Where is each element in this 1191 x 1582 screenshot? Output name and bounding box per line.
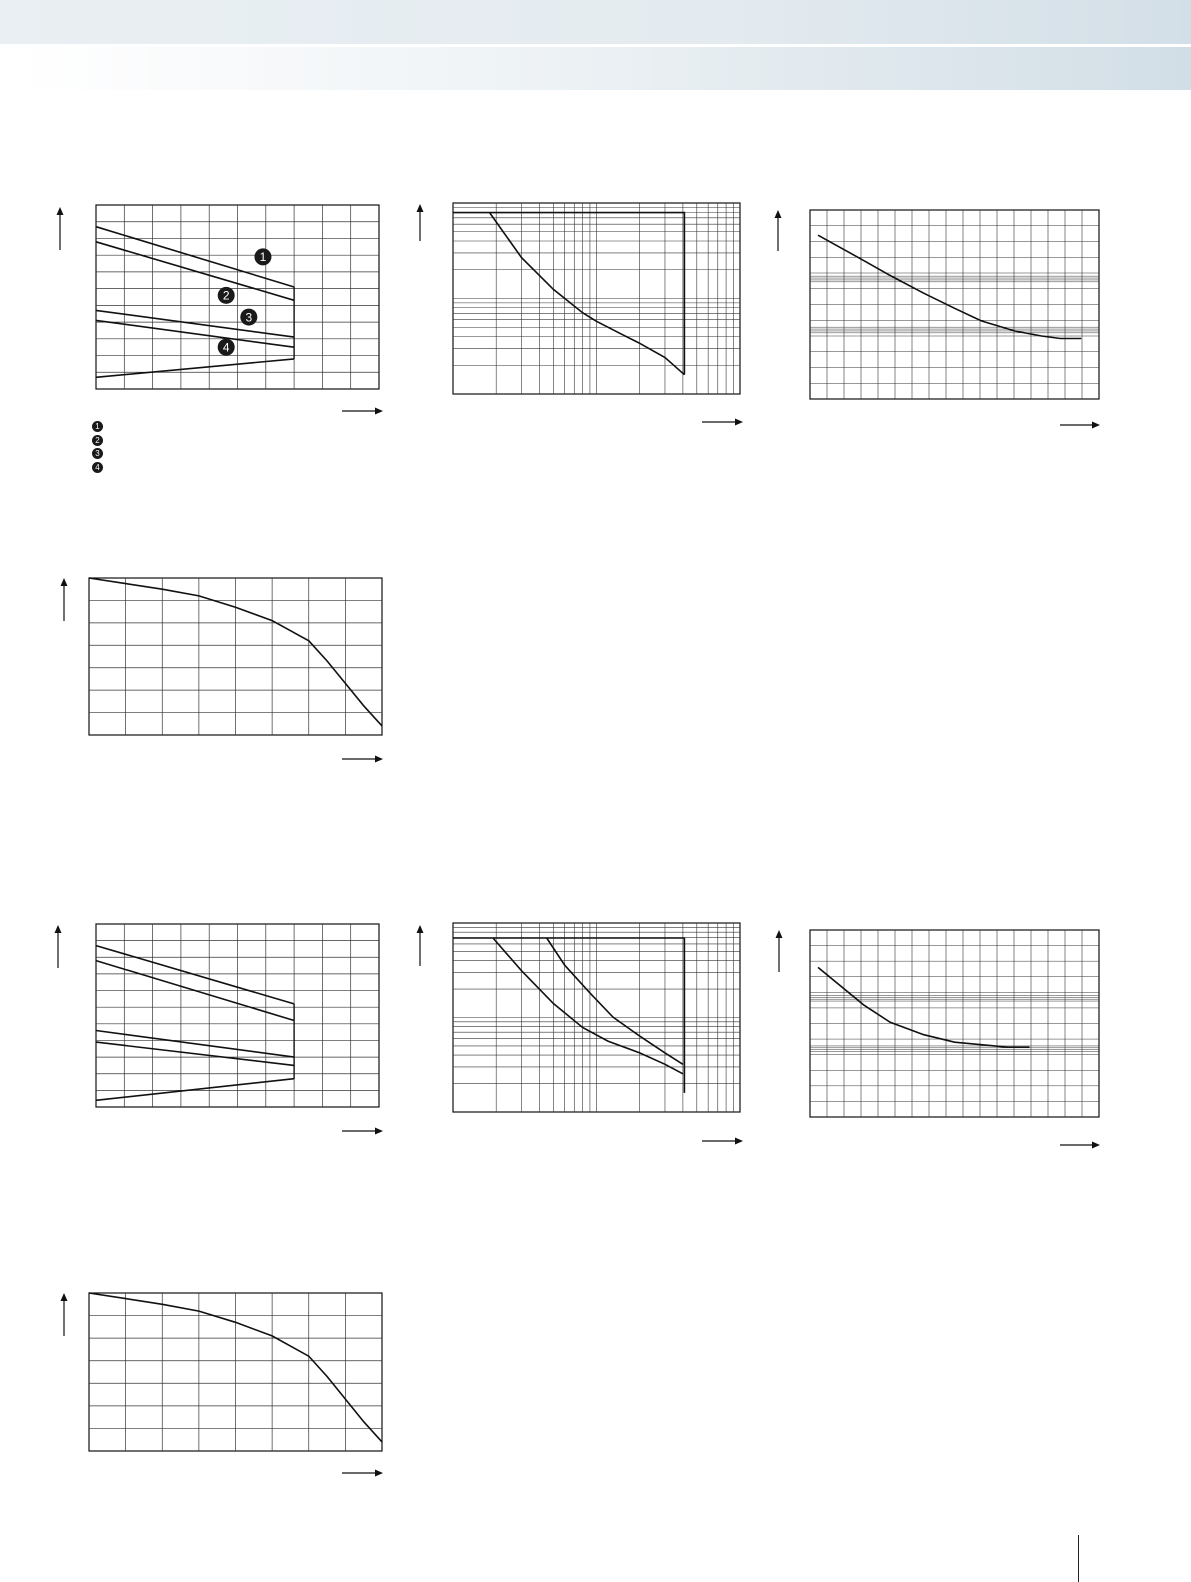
curve-marker-label: 2 — [222, 288, 230, 303]
arrow-head — [735, 1138, 743, 1145]
chart-3-y-arrow — [775, 210, 782, 251]
arrow-head — [55, 925, 62, 933]
arrow-head — [417, 204, 424, 212]
legend-item — [92, 461, 109, 475]
arrow-head — [61, 578, 68, 586]
legend-badge: 1 — [92, 421, 103, 432]
arrow-head — [1092, 1142, 1100, 1149]
chart-1-y-arrow — [57, 207, 64, 250]
chart-8-x-arrow — [342, 1470, 383, 1477]
chart-6-x-arrow — [702, 1138, 743, 1145]
chart-5-x-arrow — [342, 1128, 383, 1135]
arrow-head — [375, 1128, 383, 1135]
chart-3 — [810, 210, 1099, 399]
chart-7-x-arrow — [1060, 1142, 1100, 1149]
arrow-head — [1092, 422, 1100, 429]
chart-4-y-arrow — [61, 578, 68, 621]
legend-item — [92, 447, 109, 461]
chart-1-legend — [92, 420, 109, 474]
legend-item — [92, 434, 109, 448]
curve-marker-label: 1 — [259, 250, 267, 265]
arrow-head — [375, 408, 383, 415]
chart-6-y-arrow — [417, 925, 424, 966]
chart-1 — [96, 205, 379, 389]
chart-7 — [810, 930, 1099, 1117]
legend-item — [92, 420, 109, 434]
arrow-head — [735, 419, 743, 426]
chart-3-x-arrow — [1060, 422, 1100, 429]
chart-5-y-arrow — [55, 925, 62, 968]
chart-4 — [89, 578, 382, 735]
arrow-head — [375, 1470, 383, 1477]
chart-8-y-arrow — [61, 1293, 68, 1336]
chart-6 — [453, 923, 740, 1112]
chart-8 — [89, 1293, 382, 1451]
arrow-head — [775, 210, 782, 218]
chart-2-y-arrow — [417, 204, 424, 241]
chart-2-x-arrow — [702, 419, 743, 426]
curve-marker-label: 4 — [222, 340, 230, 355]
page-divider — [1078, 1535, 1079, 1582]
arrow-head — [375, 756, 383, 763]
arrow-head — [61, 1293, 68, 1301]
arrow-head — [57, 207, 64, 215]
chart-2 — [453, 203, 740, 394]
chart-1-x-arrow — [342, 408, 383, 415]
chart-4-x-arrow — [342, 756, 383, 763]
legend-badge: 4 — [92, 462, 103, 473]
arrow-head — [776, 930, 783, 938]
legend-badge: 3 — [92, 448, 103, 459]
arrow-head — [417, 925, 424, 933]
curve-marker-label: 3 — [245, 310, 253, 325]
chart-5 — [96, 924, 379, 1107]
legend-badge: 2 — [92, 435, 103, 446]
chart-7-y-arrow — [776, 930, 783, 972]
